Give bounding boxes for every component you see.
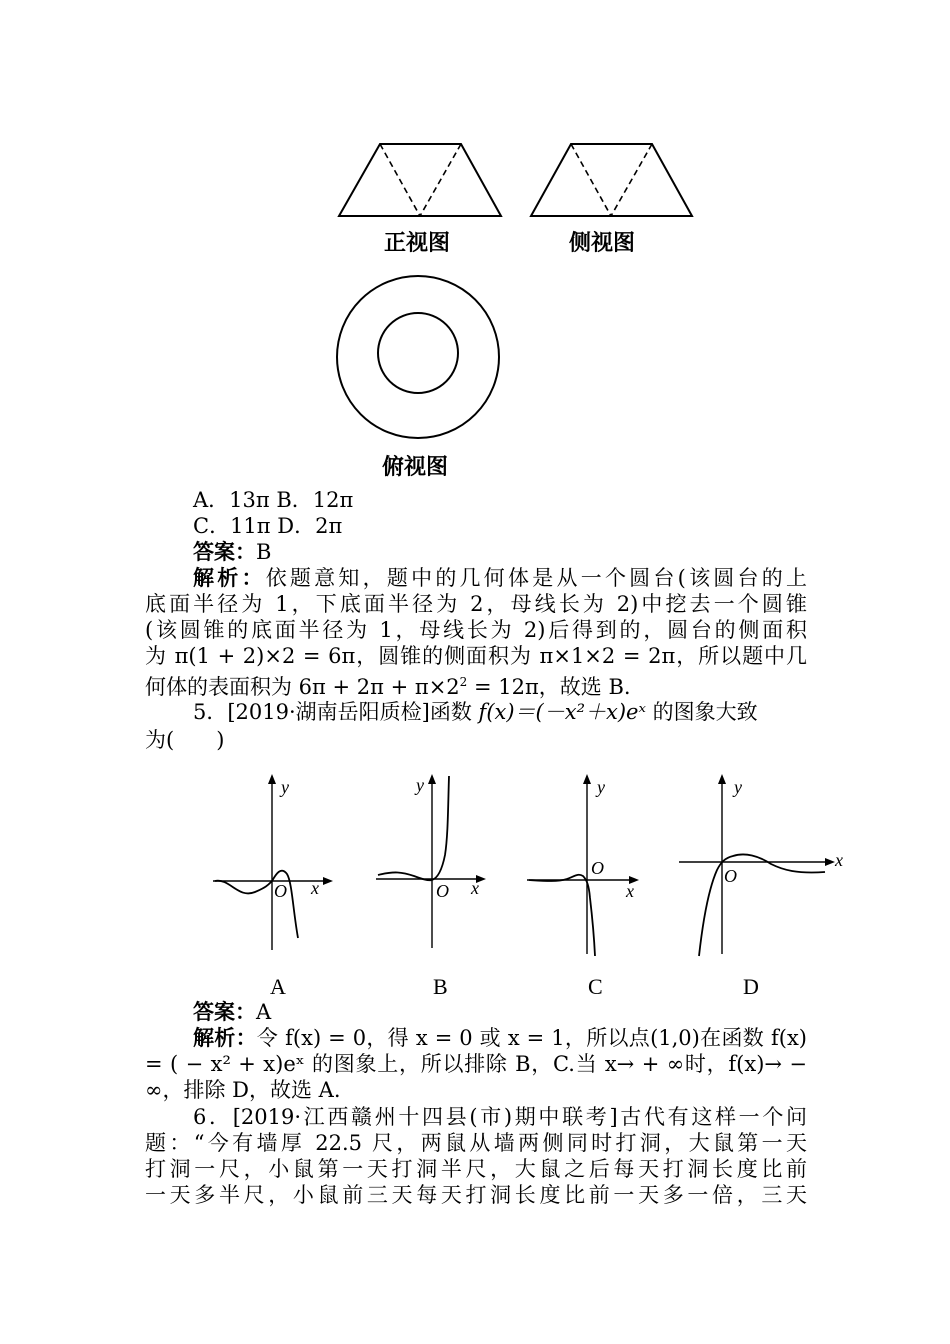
analysis-label: 解析：	[193, 1025, 257, 1050]
q5-stem-line-2: 为( )	[145, 728, 225, 752]
exponent: 2	[459, 675, 468, 689]
origin-label: O	[591, 858, 604, 878]
analysis-text: 何体的表面积为 6π + 2π + π×2	[145, 675, 460, 699]
origin-label: O	[436, 881, 449, 901]
q4-analysis-line-4: 为 π(1 + 2)×2 = 6π，圆锥的侧面积为 π×1×2 = 2π，所以题中几	[145, 644, 807, 668]
x-axis-label: x	[835, 850, 843, 870]
q6-line-1: 6．[2019·江西赣州十四县(市)期中联考]古代有这样一个问	[193, 1105, 807, 1129]
q5-analysis-line-1	[193, 1025, 807, 1051]
answer-value: B	[256, 540, 272, 564]
y-axis-label: y	[597, 777, 605, 797]
graph-b	[372, 770, 497, 955]
analysis-text: 依题意知，题中的几何体是从一个圆台(该圆台的上	[265, 566, 807, 590]
top-view-figure	[333, 272, 503, 442]
q5-analysis-line-3: ∞，排除 D，故选 A.	[145, 1078, 341, 1102]
y-axis-label: y	[734, 777, 742, 797]
origin-label: O	[724, 866, 737, 886]
graph-a	[205, 770, 340, 955]
q6-line-3: 打洞一尺，小鼠第一天打洞半尺，大鼠之后每天打洞长度比前	[145, 1157, 807, 1181]
q5-stem-line-1	[193, 699, 807, 725]
front-view-label: 正视图	[384, 231, 451, 256]
analysis-label: 解析：	[193, 565, 266, 590]
x-axis-label: x	[626, 881, 634, 901]
answer-value: A	[256, 1000, 272, 1024]
graph-c	[523, 770, 648, 960]
x-axis-label: x	[311, 878, 319, 898]
stem-text: 的图象大致	[645, 700, 758, 724]
analysis-text: = 12π，故选 B.	[467, 675, 631, 699]
q4-analysis-line-1	[193, 565, 807, 591]
q6-line-4: 一天多半尺，小鼠前三天每天打洞长度比前一天多一倍，三天	[145, 1183, 807, 1207]
q5-answer	[193, 999, 855, 1025]
front-view-figure	[335, 140, 505, 220]
y-axis-label: y	[281, 777, 289, 797]
side-view-figure	[528, 140, 698, 220]
q4-analysis-line-3: (该圆锥的底面半径为 1，母线长为 2)后得到的，圆台的侧面积	[145, 618, 807, 642]
origin-label: O	[274, 881, 287, 901]
y-axis-label: y	[416, 775, 424, 795]
graph-d-label: D	[743, 974, 759, 999]
graph-a-label: A	[270, 974, 286, 999]
analysis-text: 令 f(x) = 0，得 x = 0 或 x = 1，所以点(1,0)在函数 f(x)	[256, 1026, 807, 1050]
function-expression: f(x)＝(－x²＋x)eˣ	[478, 700, 646, 724]
side-view-label: 侧视图	[569, 231, 636, 256]
q4-analysis-line-5	[145, 669, 807, 700]
answer-label: 答案：	[193, 999, 256, 1024]
answer-label: 答案：	[193, 539, 256, 564]
q4-answer	[193, 539, 855, 565]
q4-options-ab: A．13π B．12π	[193, 488, 354, 512]
top-view-label: 俯视图	[382, 455, 449, 480]
stem-text: 5．[2019·湖南岳阳质检]函数	[193, 700, 479, 724]
q4-options-cd: C．11π D．2π	[193, 514, 343, 538]
q5-analysis-line-2: = ( − x² + x)eˣ 的图象上，所以排除 B，C.当 x→ + ∞时，f(x)→ −	[145, 1052, 807, 1076]
graph-c-label: C	[588, 974, 603, 999]
x-axis-label: x	[471, 878, 479, 898]
graph-b-label: B	[433, 974, 448, 999]
q4-analysis-line-2: 底面半径为 1，下底面半径为 2，母线长为 2)中挖去一个圆锥	[145, 592, 807, 616]
q6-line-2: 题：“今有墙厚 22.5 尺，两鼠从墙两侧同时打洞，大鼠第一天	[145, 1131, 807, 1155]
graph-d	[675, 770, 855, 960]
